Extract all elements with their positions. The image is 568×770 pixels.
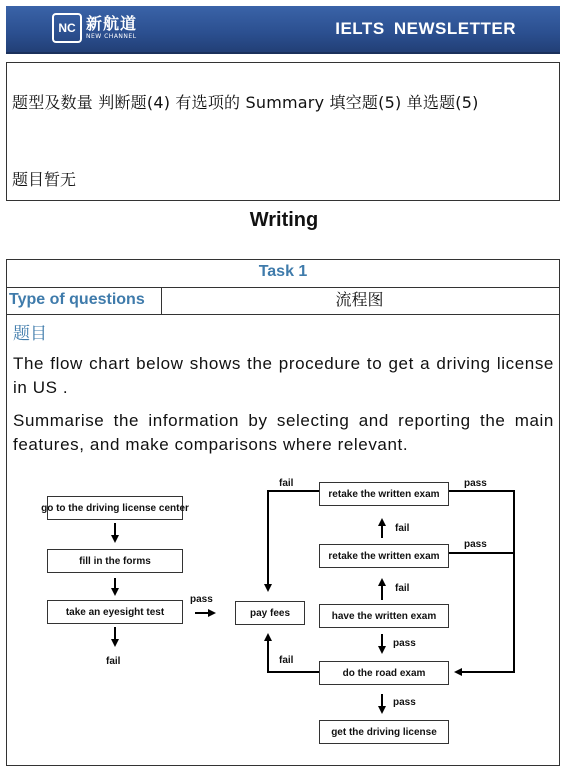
step-written-exam: have the written exam: [319, 604, 449, 628]
step-eyesight-test: take an eyesight test: [47, 600, 183, 624]
label-fail-road: fail: [279, 655, 294, 666]
label-pass-retake1: pass: [464, 478, 487, 489]
label-fail-written: fail: [395, 583, 410, 594]
task-prompt-2: Summarise the information by selecting and reporting the main features, and make comparisons where relevant.: [13, 411, 554, 454]
logo-english: NEW CHANNEL: [86, 33, 137, 40]
label-fail-retake2: fail: [395, 523, 410, 534]
no-questions-note: 题目暂无: [12, 170, 77, 189]
task-prompt-1: The flow chart below shows the procedure to get a driving license in US .: [13, 354, 554, 397]
task-subheading: 题目: [13, 324, 47, 344]
question-types-text: 题型及数量 判断题(4) 有选项的 Summary 填空题(5) 单选题(5): [12, 93, 479, 112]
logo-chinese: 新航道: [86, 14, 138, 33]
step-retake-written-1: retake the written exam: [319, 482, 449, 506]
step-pay-fees: pay fees: [235, 601, 305, 625]
label-pass-written: pass: [393, 638, 416, 649]
section-title: Writing: [249, 209, 319, 231]
task-title: Task 1: [7, 260, 559, 288]
arrow-retake1-fail: [268, 491, 319, 590]
step-driving-license: get the driving license: [319, 720, 449, 744]
step-go-center: go to the driving license center: [47, 496, 183, 520]
label-pass-road: pass: [393, 697, 416, 708]
newsletter-title: IELTS NEWSLETTER: [335, 19, 516, 38]
logo-mark-icon: NC: [52, 13, 82, 43]
step-road-exam: do the road exam: [319, 661, 449, 685]
label-pass-eyesight: pass: [190, 594, 213, 605]
label-fail-eyesight: fail: [106, 656, 121, 667]
arrow-retake1-pass: [449, 491, 514, 672]
arrow-road-fail: [268, 635, 319, 672]
label-fail-retake1: fail: [279, 478, 294, 489]
type-value: 流程图: [335, 290, 384, 309]
step-retake-written-2: retake the written exam: [319, 544, 449, 568]
step-fill-forms: fill in the forms: [47, 549, 183, 573]
label-pass-retake2: pass: [464, 539, 487, 550]
type-label: Type of questions: [7, 287, 162, 314]
